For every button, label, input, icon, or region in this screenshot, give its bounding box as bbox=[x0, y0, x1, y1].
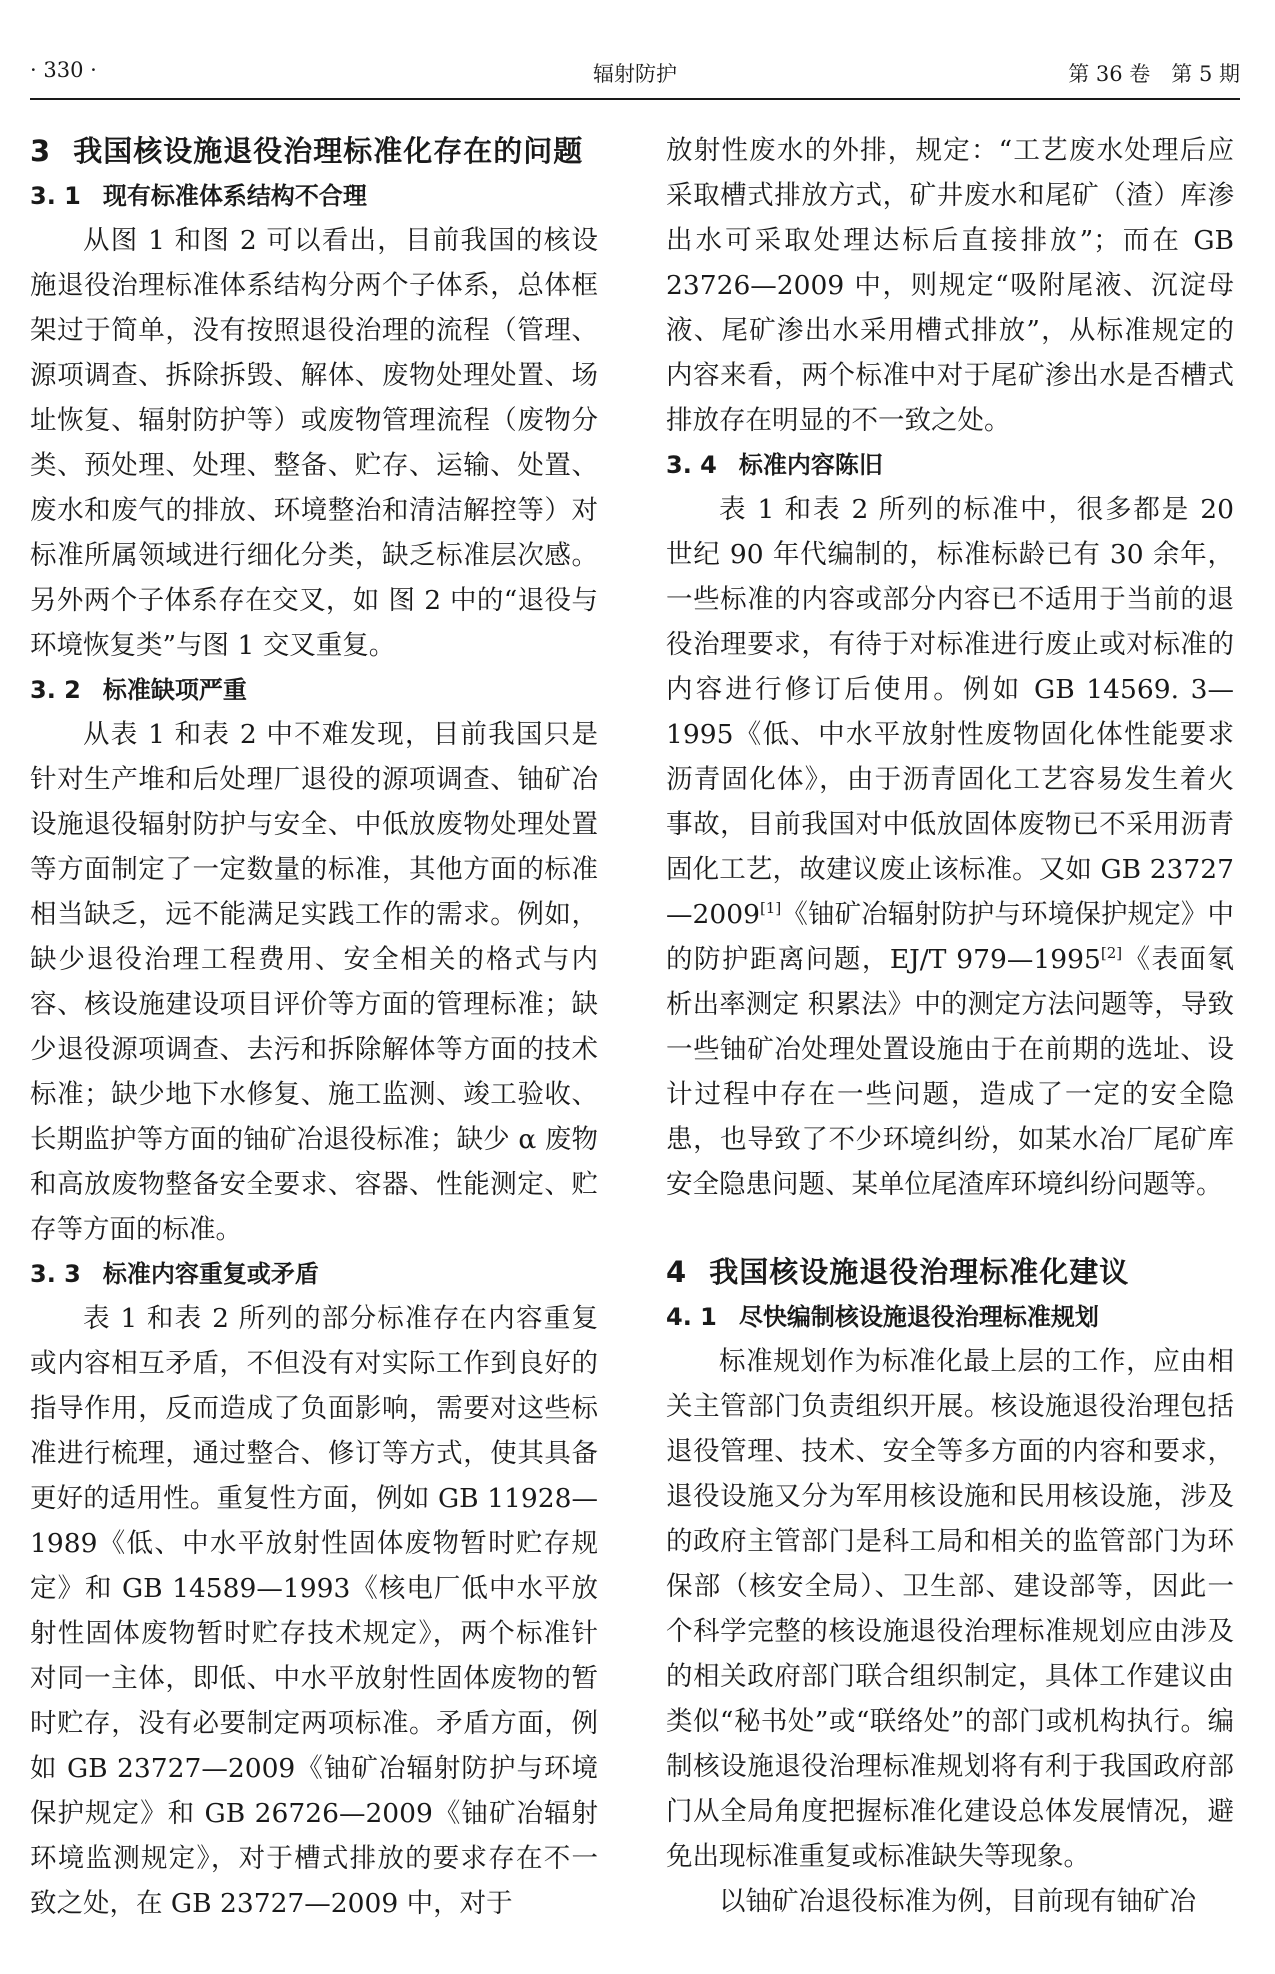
section-3-heading bbox=[30, 128, 598, 174]
text-run: 《表面氡析出率测定 积累法》中的测定方法问题等，导致一些铀矿冶处理处置设施由于在前期的选址、设计过程中存在一些问题，造成了一定的安全隐患，也导致了不少环境纠纷，如某水冶厂尾矿库安全隐患问题、某单位尾渣库环境纠纷问题等。 bbox=[666, 944, 1235, 1200]
running-header bbox=[30, 52, 1240, 100]
paragraph: 标准规划作为标准化最上层的工作，应由相关主管部门负责组织开展。核设施退役治理包括退役管理、技术、安全等多方面的内容和要求，退役设施又分为军用核设施和民用核设施，涉及的政府主管部门是科工局和相关的监管部门为环保部（核安全局）、卫生部、建设部等，因此一个科学完整的核设施退役治理标准规划应由涉及的相关政府部门联合组织制定，具体工作建议由类似“秘书处”或“联络处”的部门或机构执行。编制核设施退役治理标准规划将有利于我国政府部门从全局角度把握标准化建设总体发展情况，避免出现标准重复或标准缺失等现象。 bbox=[666, 1346, 1234, 1872]
paragraph: 表 1 和表 2 所列的部分标准存在内容重复或内容相互矛盾，不但没有对实际工作到良好的指导作用，反而造成了负面影响，需要对这些标准进行梳理，通过整合、修订等方式，使其具备更好的适用性。重复性方面，例如 GB 11928—1989《低、中水平放射性固体废物暂时贮存规定》和 GB 14589—1993《核电厂低中水平放射性固体废物暂时贮存技术规定》，两个标准针对同一主体，即低、中水平放射性固体废物的暂时贮存，没有必要制定两项标准。矛盾方面，例如 GB 23727—2009《铀矿冶辐射防护与环境保护规定》和 GB 26726—2009《铀矿冶辐射环境监测规定》，对于槽式排放的要求存在不一致之处，在 GB 23727—2009 中，对于 bbox=[30, 1303, 598, 1919]
section-gap bbox=[666, 1207, 1234, 1249]
paragraph: 以铀矿冶退役标准为例，目前现有铀矿冶 bbox=[719, 1886, 1196, 1917]
subsection-number: 3. 4 bbox=[666, 451, 717, 479]
subsection-number: 4. 1 bbox=[666, 1303, 717, 1331]
journal-name: 辐射防护 bbox=[593, 62, 677, 86]
subsection-title: 标准内容陈旧 bbox=[738, 451, 883, 479]
subsection-3-2-heading bbox=[30, 668, 598, 712]
section-4-heading bbox=[666, 1249, 1234, 1295]
citation-2: [2] bbox=[1100, 944, 1123, 963]
section-title: 我国核设施退役治理标准化建议 bbox=[709, 1255, 1130, 1289]
subsection-3-3-heading bbox=[30, 1252, 598, 1296]
text-run: 《铀矿冶辐射防护与环境保护规定》中的防护距离问题，EJ/T 979—1995 bbox=[666, 899, 1234, 975]
subsection-title: 标准内容重复或矛盾 bbox=[102, 1260, 319, 1288]
section-number: 3 bbox=[30, 134, 52, 168]
right-column bbox=[666, 128, 1234, 1924]
subsection-title: 现有标准体系结构不合理 bbox=[102, 182, 367, 210]
citation-1: [1] bbox=[759, 899, 782, 918]
subsection-number: 3. 3 bbox=[30, 1260, 81, 1288]
subsection-number: 3. 2 bbox=[30, 676, 81, 704]
subsection-number: 3. 1 bbox=[30, 182, 81, 210]
subsection-3-4-heading bbox=[666, 443, 1234, 487]
page-number: · 330 · bbox=[30, 58, 97, 82]
subsection-4-1-heading bbox=[666, 1295, 1234, 1339]
section-title: 我国核设施退役治理标准化存在的问题 bbox=[73, 134, 584, 168]
subsection-title: 标准缺项严重 bbox=[102, 676, 247, 704]
volume-issue: 第 36 卷 第 5 期 bbox=[1068, 62, 1240, 86]
text-run: 表 1 和表 2 所列的标准中，很多都是 20 世纪 90 年代编制的，标准标龄已有 30 余年，一些标准的内容或部分内容已不适用于当前的退役治理要求，有待于对标准进行废止或对标准的内容进行修订后使用。例如 GB 14569. 3—1995《低、中水平放射性废物固化体性能要求 沥青固化体》，由于沥青固化工艺容易发生着火事故，目前我国对中低放固体废物已不采用沥青固化工艺，故建议废止该标准。又如 GB 23727—2009 bbox=[666, 494, 1234, 930]
left-column bbox=[30, 128, 598, 1926]
paragraph bbox=[666, 487, 1234, 1207]
section-number: 4 bbox=[666, 1255, 688, 1289]
subsection-3-1-heading bbox=[30, 174, 598, 218]
paragraph: 从图 1 和图 2 可以看出，目前我国的核设施退役治理标准体系结构分两个子体系，总体框架过于简单，没有按照退役治理的流程（管理、源项调查、拆除拆毁、解体、废物处理处置、场址恢复、辐射防护等）或废物管理流程（废物分类、预处理、处理、整备、贮存、运输、处置、废水和废气的排放、环境整治和清洁解控等）对标准所属领域进行细化分类，缺乏标准层次感。另外两个子体系存在交叉，如 图 2 中的“退役与环境恢复类”与图 1 交叉重复。 bbox=[30, 225, 598, 661]
subsection-title: 尽快编制核设施退役治理标准规划 bbox=[738, 1303, 1099, 1331]
paragraph: 放射性废水的外排，规定：“工艺废水处理后应采取槽式排放方式，矿井废水和尾矿（渣）库渗出水可采取处理达标后直接排放”；而在 GB 23726—2009 中，则规定“吸附尾液、沉淀母液、尾矿渗出水采用槽式排放”，从标准规定的内容来看，两个标准中对于尾矿渗出水是否槽式排放存在明显的不一致之处。 bbox=[666, 135, 1234, 436]
paragraph: 从表 1 和表 2 中不难发现，目前我国只是针对生产堆和后处理厂退役的源项调查、铀矿冶设施退役辐射防护与安全、中低放废物处理处置等方面制定了一定数量的标准，其他方面的标准相当缺乏，远不能满足实践工作的需求。例如，缺少退役治理工程费用、安全相关的格式与内容、核设施建设项目评价等方面的管理标准；缺少退役源项调查、去污和拆除解体等方面的技术标准；缺少地下水修复、施工监测、竣工验收、长期监护等方面的铀矿冶退役标准；缺少 α 废物和高放废物整备安全要求、容器、性能测定、贮存等方面的标准。 bbox=[30, 719, 598, 1245]
